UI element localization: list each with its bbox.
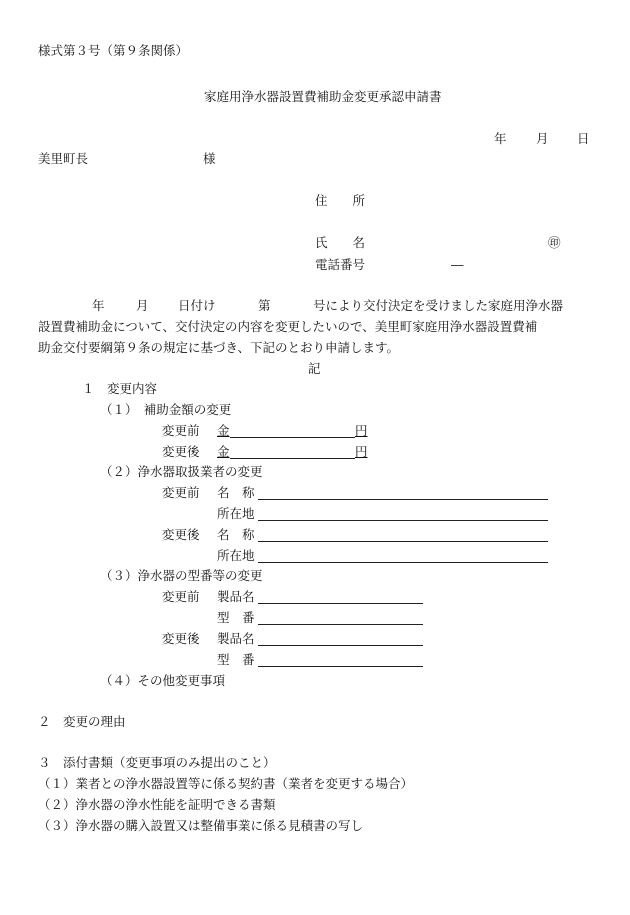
- sub1-after-amount-line: [230, 458, 355, 459]
- sub2-before-location-line: [258, 520, 548, 521]
- sub3-after-model-label: 型 番: [217, 652, 255, 667]
- applicant-address-label: 住 所: [315, 193, 366, 208]
- sub1-before-label: 変更前: [162, 423, 200, 438]
- sub2-after-location-line: [258, 562, 548, 563]
- sub3-heading: （３）浄水器の型番等の変更: [100, 568, 263, 583]
- attachment-item: （１）業者との浄水器設置等に係る契約書（業者を変更する場合）: [38, 776, 414, 791]
- section2-heading: ２ 変更の理由: [38, 714, 126, 729]
- addressee-honorific: 様: [203, 151, 216, 166]
- ki-heading: 記: [308, 361, 321, 376]
- sub4-heading: （４）その他変更事項: [100, 673, 226, 688]
- section1-heading: １ 変更内容: [82, 381, 158, 396]
- sub1-before-kin: 金: [217, 423, 230, 438]
- sub3-after-label: 変更後: [162, 631, 200, 646]
- sub2-before-label: 変更前: [162, 485, 200, 500]
- body-line2: 設置費補助金について、交付決定の内容を変更したいので、美里町家庭用浄水器設置費補: [38, 319, 538, 334]
- body-dai-label: 第: [258, 298, 271, 313]
- applicant-name-label: 氏 名: [315, 235, 366, 250]
- sub2-before-name-label: 名 称: [217, 485, 255, 500]
- sub3-before-model-label: 型 番: [217, 610, 255, 625]
- sub2-after-name-label: 名 称: [217, 527, 255, 542]
- body-line1-rest: 号により交付決定を受けました家庭用浄水器: [313, 298, 564, 313]
- sub3-after-product-line: [258, 645, 423, 646]
- body-day-label: 日付け: [178, 298, 216, 313]
- sub3-after-model-line: [258, 666, 423, 667]
- sub3-before-product-line: [258, 603, 423, 604]
- sub3-before-product-label: 製品名: [217, 589, 255, 604]
- sub2-after-location-label: 所在地: [217, 548, 255, 563]
- addressee-name: 美里町長: [38, 151, 89, 166]
- phone-separator: ―: [451, 257, 464, 272]
- date-year-label: 年: [494, 131, 507, 146]
- sub1-after-kin: 金: [217, 444, 230, 459]
- date-day-label: 日: [577, 131, 590, 146]
- sub1-heading: （１） 補助金額の変更: [100, 402, 232, 417]
- sub3-before-model-line: [258, 624, 423, 625]
- sub3-after-product-label: 製品名: [217, 631, 255, 646]
- sub2-heading: （２）浄水器取扱業者の変更: [100, 464, 263, 479]
- form-number: 様式第３号（第９条関係）: [38, 43, 189, 58]
- sub1-before-amount-line: [230, 437, 355, 438]
- document-title: 家庭用浄水器設置費補助金変更承認申請書: [204, 89, 442, 104]
- attachment-item: （２）浄水器の浄水性能を証明できる書類: [38, 797, 276, 812]
- seal-mark-icon: ㊞: [548, 235, 561, 250]
- body-year-label: 年: [92, 298, 105, 313]
- body-line3: 助金交付要綱第９条の規定に基づき、下記のとおり申請します。: [38, 340, 400, 355]
- sub1-after-yen: 円: [355, 444, 368, 459]
- applicant-phone-label: 電話番号: [315, 257, 366, 272]
- sub1-after-label: 変更後: [162, 444, 200, 459]
- section3-heading: ３ 添付書類（変更事項のみ提出のこと）: [38, 755, 276, 770]
- sub2-before-location-label: 所在地: [217, 506, 255, 521]
- sub2-after-label: 変更後: [162, 527, 200, 542]
- attachment-item: （３）浄水器の購入設置又は整備事業に係る見積書の写し: [38, 818, 364, 833]
- sub1-before-yen: 円: [355, 423, 368, 438]
- sub3-before-label: 変更前: [162, 589, 200, 604]
- sub2-after-name-line: [258, 541, 548, 542]
- sub2-before-name-line: [258, 499, 548, 500]
- date-month-label: 月: [536, 131, 549, 146]
- body-month-label: 月: [136, 298, 149, 313]
